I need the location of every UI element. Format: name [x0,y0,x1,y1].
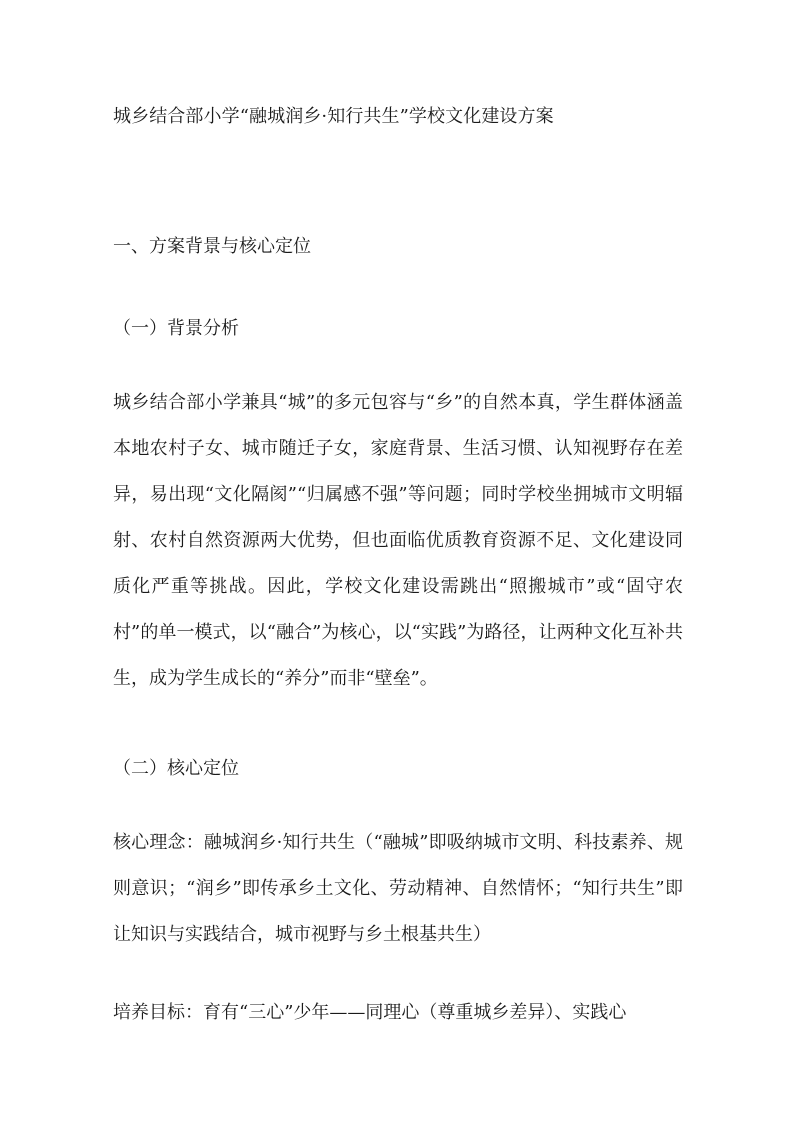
paragraph-background-analysis: 城乡结合部小学兼具“城”的多元包容与“乡”的自然本真，学生群体涵盖本地农村子女、城市随迁子女，家庭背景、生活习惯、认知视野存在差异，易出现“文化隔阂”“归属感不强”等问题；同时学校坐拥城市文明辐射、农村自然资源两大优势，但也面临优质教育资源不足、文化建设同质化严重等挑战。因此，学校文化建设需跳出“照搬城市”或“固守农村”的单一模式，以“融合”为核心，以“实践”为路径，让两种文化互补共生，成为学生成长的“养分”而非“壁垒”。 [113,392,683,689]
section-heading-1: 一、方案背景与核心定位 [113,236,311,257]
subsection-heading-background-analysis: （一）背景分析 [113,318,239,339]
paragraph-core-concept: 核心理念：融城润乡·知行共生（“融城”即吸纳城市文明、科技素养、规则意识；“润乡”即传承乡土文化、劳动精神、自然情怀；“知行共生”即让知识与实践结合，城市视野与乡土根基共生） [113,832,683,945]
page-title: 城乡结合部小学“融城润乡·知行共生”学校文化建设方案 [113,106,554,127]
document-body [113,0,683,1036]
subsection-heading-core-positioning: （二）核心定位 [113,758,239,779]
paragraph-training-goal: 培养目标：育有“三心”少年——同理心（尊重城乡差异）、实践心 [113,1002,627,1023]
